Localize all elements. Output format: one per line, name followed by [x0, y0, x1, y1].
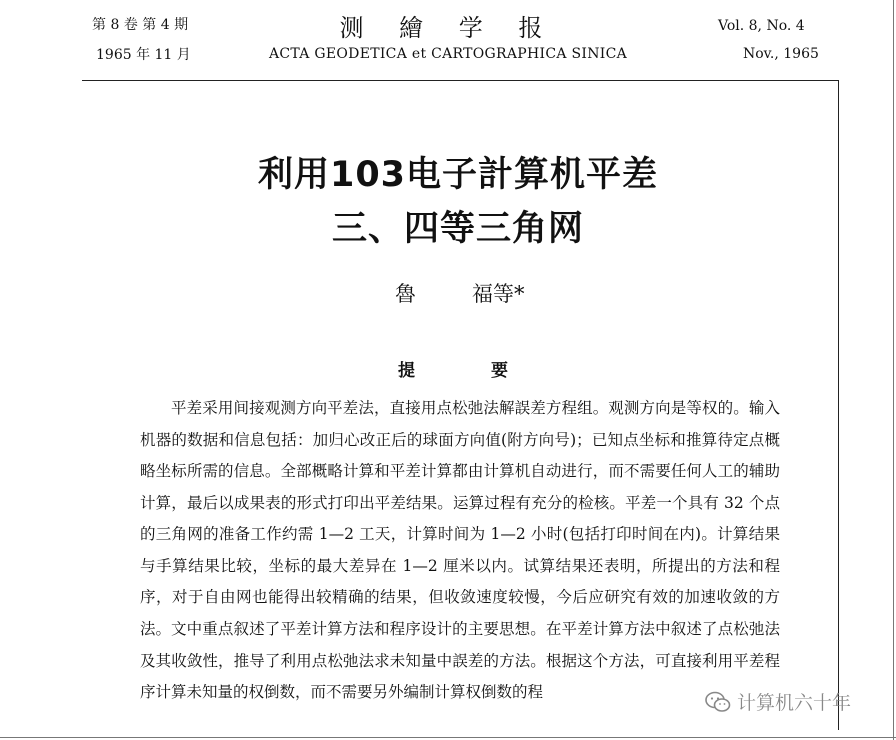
scan-border-bottom	[0, 737, 896, 738]
abstract-heading: 提要	[398, 361, 584, 381]
watermark	[705, 688, 851, 715]
journal-title-en: ACTA GEODETICA et CARTOGRAPHICA SINICA	[268, 46, 628, 62]
author-2: 福等*	[472, 282, 525, 306]
scan-border-right	[893, 0, 894, 740]
article-title-line-2: 三、四等三角网	[331, 209, 584, 249]
date-cn: 1965 年 11 月	[96, 47, 191, 63]
authors	[395, 278, 525, 308]
watermark-text: 计算机六十年	[737, 692, 852, 714]
date-en: Nov., 1965	[743, 46, 819, 62]
journal-title-cn: 测 繪 学 报	[339, 14, 557, 42]
wechat-icon	[705, 691, 731, 713]
volume-issue-cn: 第 8 卷 第 4 期	[92, 17, 189, 33]
abstract-paragraph-2: 文中重点叙述了平差计算方法和程序设计的主要思想。在平差计算方法中叙述了点松弛法及其收敛性，推导了利用点松弛法求未知量中誤差的方法。根据这个方法，可直接利用平差程序计算未知量的权倒数，而不需要另外编制计算权倒数的程	[140, 620, 780, 701]
abstract-paragraph-1: 平差采用间接观测方向平差法，直接用点松弛法解誤差方程组。观测方向是等权的。输入机器的数据和信息包括：加归心改正后的球面方向值(附方向号)；已知点坐标和推算待定点概略坐标所需的信息。全部概略计算和平差计算都由计算机自动进行，而不需要任何人工的辅助计算，最后以成果表的形式打印出平差结果。运算过程有充分的检核。平差一个具有 32 个点的三角网的准备工作约需 1—2 工天，计算时间为 1—2 小时(包括打印时间在内)。计算结果与手算结果比较，坐标的最大差异在 1—2 厘米以内。试算结果还表明，所提出的方法和程序，对于自由网也能得出较精确的结果，但收敛速度较慢，今后应研究有效的加速收敛的方法。	[140, 399, 780, 638]
article-title-line-1: 利用103电子計算机平差	[257, 155, 659, 195]
volume-issue-en: Vol. 8, No. 4	[718, 18, 805, 34]
author-1: 魯	[395, 282, 416, 306]
header-rule	[82, 80, 839, 81]
